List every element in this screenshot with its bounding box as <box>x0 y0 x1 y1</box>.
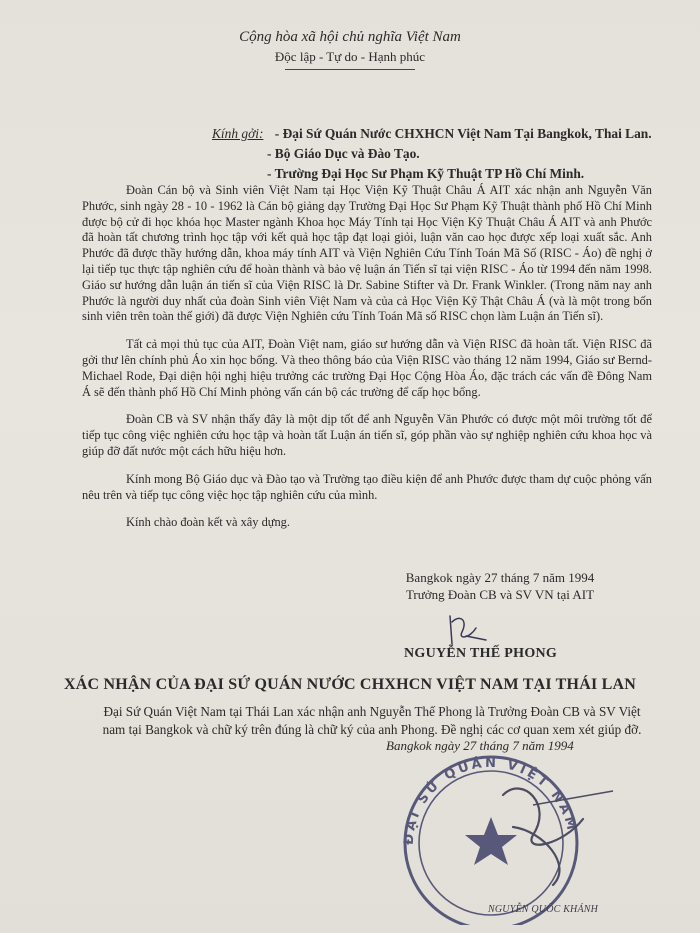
recipients-block <box>212 124 652 184</box>
letter-body <box>82 183 652 543</box>
signer-name: NGUYỄN THẾ PHONG <box>404 646 558 661</box>
signoff-role: Trưởng Đoàn CB và SV VN tại AIT <box>405 587 595 602</box>
body-paragraph: Đoàn CB và SV nhận thấy đây là một dịp tốt để anh Nguyễn Văn Phước có được một môi trường tốt để tiếp tục công việc nghiên cứu học tập và hoàn tất Luận án tiến sĩ, góp phần vào sự nghiệp nghiên cứu khoa học và giúp đỡ đất nước một cách hữu hiệu hơn. <box>82 412 652 458</box>
embassy-date: Bangkok ngày 27 tháng 7 năm 1994 <box>386 738 574 753</box>
stamp-star-icon <box>465 817 517 865</box>
signoff-place-date: Bangkok ngày 27 tháng 7 năm 1994 <box>405 570 595 585</box>
national-motto: Độc lập - Tự do - Hạnh phúc <box>274 49 426 64</box>
stamp-signer-name: NGUYỄN QUỐC KHÁNH <box>488 904 599 915</box>
embassy-confirmation-title: XÁC NHẬN CỦA ĐẠI SỨ QUÁN NƯỚC CHXHCN VIỆT NAM TẠI THÁI LAN <box>64 676 636 693</box>
nation-title: Cộng hòa xã hội chủ nghĩa Việt Nam <box>239 29 461 45</box>
body-paragraph: Kính mong Bộ Giáo dục và Đào tạo và Trường tạo điều kiện để anh Phước được tham dự cuộc phỏng vấn nêu trên và tiếp tục công việc học tập nghiên cứu của mình. <box>82 471 652 502</box>
stamp-ring-text: ĐẠI SỨ QUÁN VIỆT NAM <box>401 755 580 846</box>
handwritten-signature <box>440 610 500 650</box>
recipient-row <box>212 124 652 144</box>
recipient-item: - Bộ Giáo Dục và Đào Tạo. <box>267 146 420 161</box>
embassy-confirmation-text: Đại Sứ Quán Việt Nam tại Thái Lan xác nhận anh Nguyễn Thế Phong là Trưởng Đoàn CB và SV Việt nam tại Bangkok và chữ ký trên đúng là chữ ký của anh Phong. Đề nghị các cơ quan xem xét giúp đỡ. <box>102 704 642 737</box>
recipient-item: - Đại Sứ Quán Nước CHXHCN Việt Nam Tại Bangkok, Thai Lan. <box>274 126 652 141</box>
header-divider <box>285 69 415 70</box>
document-header <box>0 28 700 70</box>
body-paragraph: Tất cả mọi thủ tục của AIT, Đoàn Việt nam, giáo sư hướng dẫn và Viện RISC đã hoàn tất. Viện RISC đã gởi thư lên chính phủ Áo xin học bổng. Và theo thông báo của Viện RISC vào tháng 12 năm 1994, Giáo sư Bernd-Michael Rode, Đại diện hội nghị hiệu trưởng các trường Đại Học Cộng Hòa Áo, đặc trách các vấn đề Đông Nam Á sẽ đến thành phố Hồ Chí Minh phỏng vấn cán bộ các trường để cấp học bổng. <box>82 337 652 399</box>
signoff-block <box>370 569 630 603</box>
recipients-label: Kính gởi: <box>212 126 264 141</box>
closing-line: Kính chào đoàn kết và xây dựng. <box>126 515 290 530</box>
body-paragraph: Đoàn Cán bộ và Sinh viên Việt Nam tại Học Viện Kỹ Thuật Châu Á AIT xác nhận anh Nguyễn Văn Phước, sinh ngày 28 - 10 - 1962 là Cán bộ giảng dạy Trường Đại Học Sư Phạm Kỹ Thuật thành phố Hồ Chí Minh được bộ cử đi học khóa học Master ngành Khoa học Máy Tính tại Học Viện Kỹ Thuật Châu Á AIT và anh Phước đã hoàn tất chương trình học tập với kết quả học tập đạt loại giỏi, luận văn cao học được xếp loại xuất sắc. Anh Phước đã được thầy hướng dẫn, khoa máy tính AIT và Viện Nghiên Cứu Tính Toán Mã Số (RISC - Áo) đề nghị ở lại tiếp tục thực tập nghiên cứu để hoàn thành và bảo vệ luận án Tiến sĩ tại viện RISC - Áo từ 1994 đến năm 1998. Giáo sư hướng dẫn luận án tiến sĩ của Viện RISC là Dr. Sabine Stifter và Dr. Frank Winkler. (Trong năm nay anh Phước là người duy nhất của đoàn Sinh viên Việt Nam và của cả Học Viện Kỹ Thật Châu Á (và là một trong bốn sinh viên trên toàn thế giới) đã được Viện Nghiên cứu Tính Toán Mã số RISC chọn làm Luận án Tiến sĩ). <box>82 183 652 324</box>
recipient-item: - Trường Đại Học Sư Phạm Kỹ Thuật TP Hồ Chí Minh. <box>267 166 585 181</box>
embassy-seal-stamp <box>383 735 633 925</box>
